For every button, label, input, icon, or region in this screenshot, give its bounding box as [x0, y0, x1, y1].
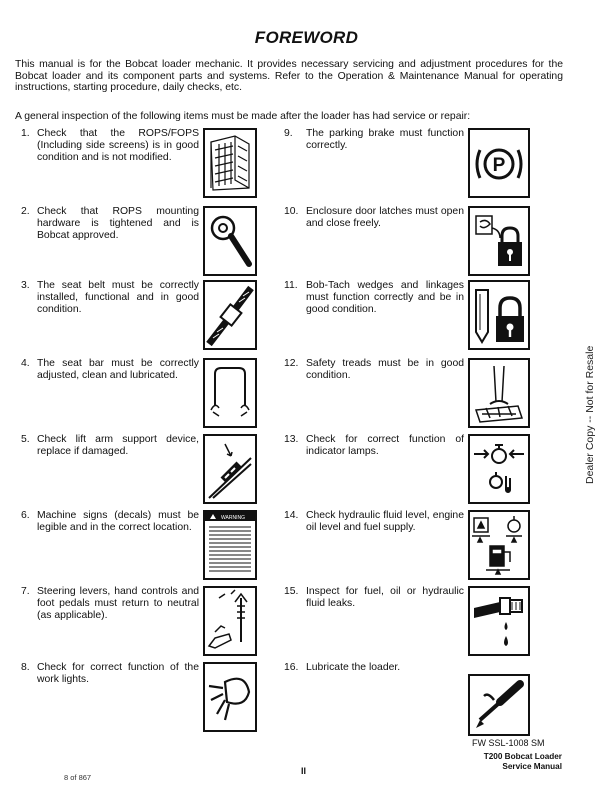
- item-number: 10.: [284, 206, 299, 217]
- item-text: Check that the ROPS/FOPS (Including side screens) is in good condition and is not modified.: [37, 128, 199, 163]
- lift-arm-support-icon: [203, 434, 257, 504]
- seat-bar-icon: [203, 358, 257, 428]
- door-latch-icon: [468, 206, 530, 276]
- dealer-copy-watermark: Dealer Copy -- Not for Resale: [584, 345, 596, 484]
- page-title: FOREWORD: [254, 28, 359, 47]
- inspection-item-12: [284, 358, 544, 430]
- wrench-icon: [203, 206, 257, 276]
- grease-gun-icon: [468, 674, 530, 736]
- item-number: 14.: [284, 510, 299, 521]
- inspection-item-10: [284, 206, 544, 278]
- item-number: 5.: [21, 434, 30, 445]
- manual-title-line2: Service Manual: [502, 762, 562, 771]
- item-number: 16.: [284, 662, 299, 673]
- inspection-item-7: [21, 586, 281, 658]
- inspection-item-1: [21, 128, 281, 200]
- item-text: Check for correct function of the work lights.: [37, 662, 199, 685]
- controls-icon: [203, 586, 257, 656]
- rops-cab-icon: [203, 128, 257, 198]
- document-code: FW SSL-1008 SM: [472, 738, 545, 748]
- item-number: 7.: [21, 586, 30, 597]
- inspection-item-5: [21, 434, 281, 506]
- work-light-icon: [203, 662, 257, 732]
- safety-tread-icon: [468, 358, 530, 428]
- fluid-levels-icon: [468, 510, 530, 580]
- item-number: 3.: [21, 280, 30, 291]
- inspection-item-2: [21, 206, 281, 278]
- item-number: 15.: [284, 586, 299, 597]
- inspection-item-3: [21, 280, 281, 352]
- item-text: Steering levers, hand controls and foot pedals must return to neutral (as applicable).: [37, 586, 199, 621]
- intro-paragraph: This manual is for the Bobcat loader mechanic. It provides necessary servicing and adjustment procedures for the Bobcat loader and its component parts and systems. Refer to the Operation & Maintenance Manual for operating instructions, starting procedure, daily checks, etc.: [15, 59, 563, 94]
- item-text: Check lift arm support device, replace if damaged.: [37, 434, 199, 457]
- inspection-item-8: [21, 662, 281, 734]
- item-text: Lubricate the loader.: [306, 662, 401, 673]
- inspection-item-14: [284, 510, 544, 582]
- inspection-item-15: [284, 586, 544, 658]
- bob-tach-icon: [468, 280, 530, 350]
- item-text: Inspect for fuel, oil or hydraulic fluid leaks.: [306, 586, 464, 609]
- item-number: 4.: [21, 358, 30, 369]
- parking-brake-icon: [468, 128, 530, 198]
- parking-letter: P: [492, 155, 506, 176]
- manual-title: [462, 752, 562, 772]
- item-text: The seat bar must be correctly adjusted, clean and lubricated.: [37, 358, 199, 381]
- item-number: 9.: [284, 128, 293, 139]
- item-number: 1.: [21, 128, 30, 139]
- decal-label: WARNING: [221, 515, 245, 521]
- inspection-item-13: [284, 434, 544, 506]
- inspection-item-6: [21, 510, 281, 582]
- item-text: The parking brake must function correctly.: [306, 128, 464, 151]
- seat-belt-icon: [203, 280, 257, 350]
- item-number: 12.: [284, 358, 299, 369]
- item-text: Check that ROPS mounting hardware is tightened and is Bobcat approved.: [37, 206, 199, 241]
- inspection-item-11: [284, 280, 544, 352]
- page-count: 8 of 867: [64, 773, 92, 782]
- item-number: 2.: [21, 206, 30, 217]
- item-text: Check hydraulic fluid level, engine oil level and fuel supply.: [306, 510, 464, 533]
- page-number: II: [301, 766, 307, 776]
- item-number: 8.: [21, 662, 30, 673]
- item-text: Enclosure door latches must open and close freely.: [306, 206, 464, 229]
- item-text: Safety treads must be in good condition.: [306, 358, 464, 381]
- warning-decal-icon: [203, 510, 257, 580]
- manual-title-line1: T200 Bobcat Loader: [483, 752, 562, 761]
- inspection-item-16: [284, 662, 544, 734]
- fluid-leak-icon: [468, 586, 530, 656]
- item-text: The seat belt must be correctly installed, functional and in good condition.: [37, 280, 199, 315]
- item-number: 11.: [284, 280, 298, 291]
- item-text: Check for correct function of indicator lamps.: [306, 434, 464, 457]
- item-number: 13.: [284, 434, 299, 445]
- item-text: Bob-Tach wedges and linkages must function correctly and be in good condition.: [306, 280, 464, 315]
- item-text: Machine signs (decals) must be legible and in the correct location.: [37, 510, 199, 533]
- item-number: 6.: [21, 510, 30, 521]
- indicator-lamps-icon: [468, 434, 530, 504]
- inspection-item-4: [21, 358, 281, 430]
- inspection-lead-in: A general inspection of the following items must be made after the loader has had service or repair:: [15, 111, 471, 122]
- inspection-item-9: [284, 128, 544, 200]
